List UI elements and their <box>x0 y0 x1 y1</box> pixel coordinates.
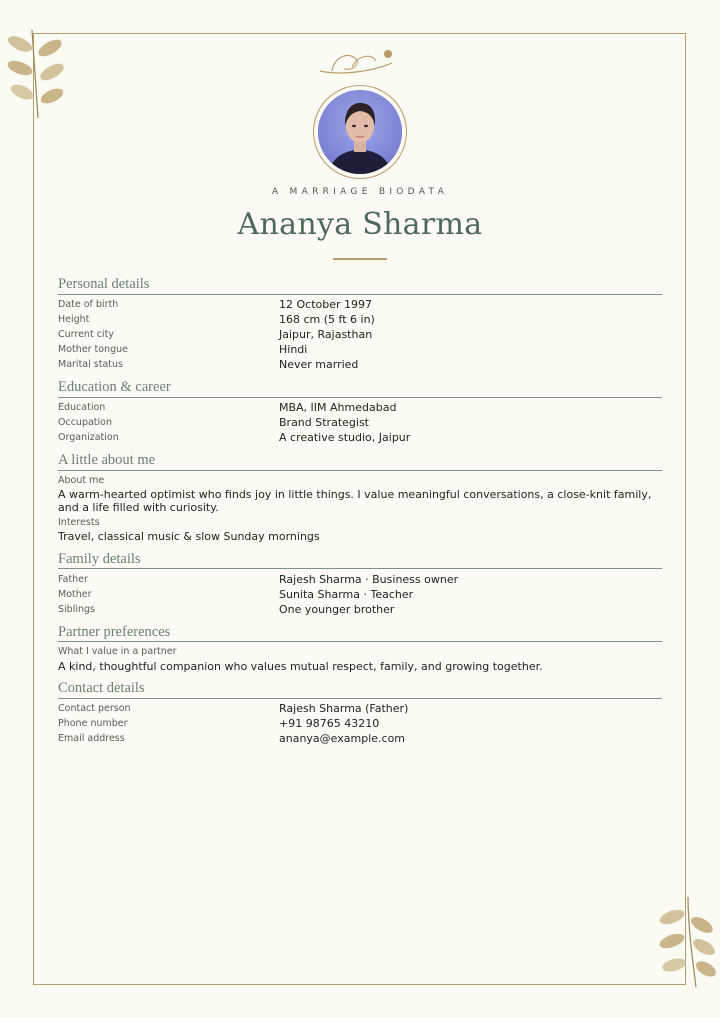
title-divider <box>333 258 387 260</box>
value-organization: A creative studio, Jaipur <box>279 431 411 444</box>
label-partner-values: What I value in a partner <box>58 646 177 657</box>
value-education: MBA, IIM Ahmedabad <box>279 401 397 414</box>
label-email-address: Email address <box>58 733 125 744</box>
section-rule <box>58 397 662 398</box>
leaf-sprig-icon <box>652 895 718 990</box>
value-mother-tongue: Hindi <box>279 343 308 356</box>
section-title-education: Education & career <box>58 379 171 395</box>
label-education: Education <box>58 402 106 413</box>
about-me-text: A warm-hearted optimist who finds joy in little things. I value meaningful conversations, a close-knit family, and a life filled with curiosity. <box>58 488 652 514</box>
section-rule <box>58 641 662 642</box>
profile-photo <box>318 90 402 174</box>
section-title-about: A little about me <box>58 452 156 468</box>
section-rule <box>58 698 662 699</box>
label-interests: Interests <box>58 517 100 528</box>
value-email-address[interactable]: ananya@example.com <box>279 732 406 745</box>
value-contact-person: Rajesh Sharma (Father) <box>279 702 409 715</box>
label-current-city: Current city <box>58 329 114 340</box>
label-organization: Organization <box>58 432 119 443</box>
section-title-family: Family details <box>58 551 141 567</box>
page-title: Ananya Sharma <box>237 207 483 242</box>
value-phone-number[interactable]: +91 98765 43210 <box>279 717 380 730</box>
section-title-personal: Personal details <box>58 276 150 292</box>
label-date-of-birth: Date of birth <box>58 299 119 310</box>
label-father: Father <box>58 574 88 585</box>
label-mother-tongue: Mother tongue <box>58 344 128 355</box>
section-rule <box>58 294 662 295</box>
label-height: Height <box>58 314 90 325</box>
section-title-partner: Partner preferences <box>58 624 171 640</box>
value-occupation: Brand Strategist <box>279 416 369 429</box>
label-about-me: About me <box>58 475 105 486</box>
value-mother: Sunita Sharma · Teacher <box>279 588 414 601</box>
section-title-contact: Contact details <box>58 680 145 696</box>
value-current-city: Jaipur, Rajasthan <box>279 328 373 341</box>
value-marital-status: Never married <box>279 358 359 371</box>
partner-values-text: A kind, thoughtful companion who values mutual respect, family, and growing together. <box>58 660 543 673</box>
label-phone-number: Phone number <box>58 718 128 729</box>
bird-ornament-icon <box>318 45 402 77</box>
value-date-of-birth: 12 October 1997 <box>279 298 373 311</box>
label-occupation: Occupation <box>58 417 112 428</box>
leaf-sprig-icon <box>4 28 74 123</box>
label-contact-person: Contact person <box>58 703 131 714</box>
value-siblings: One younger brother <box>279 603 395 616</box>
interests-text: Travel, classical music & slow Sunday mornings <box>58 530 320 543</box>
section-rule <box>58 470 662 471</box>
label-marital-status: Marital status <box>58 359 123 370</box>
value-father: Rajesh Sharma · Business owner <box>279 573 459 586</box>
profile-photo-frame <box>313 85 407 179</box>
label-mother: Mother <box>58 589 92 600</box>
value-height: 168 cm (5 ft 6 in) <box>279 313 375 326</box>
section-rule <box>58 568 662 569</box>
biodata-eyebrow: A MARRIAGE BIODATA <box>271 187 449 197</box>
label-siblings: Siblings <box>58 604 95 615</box>
